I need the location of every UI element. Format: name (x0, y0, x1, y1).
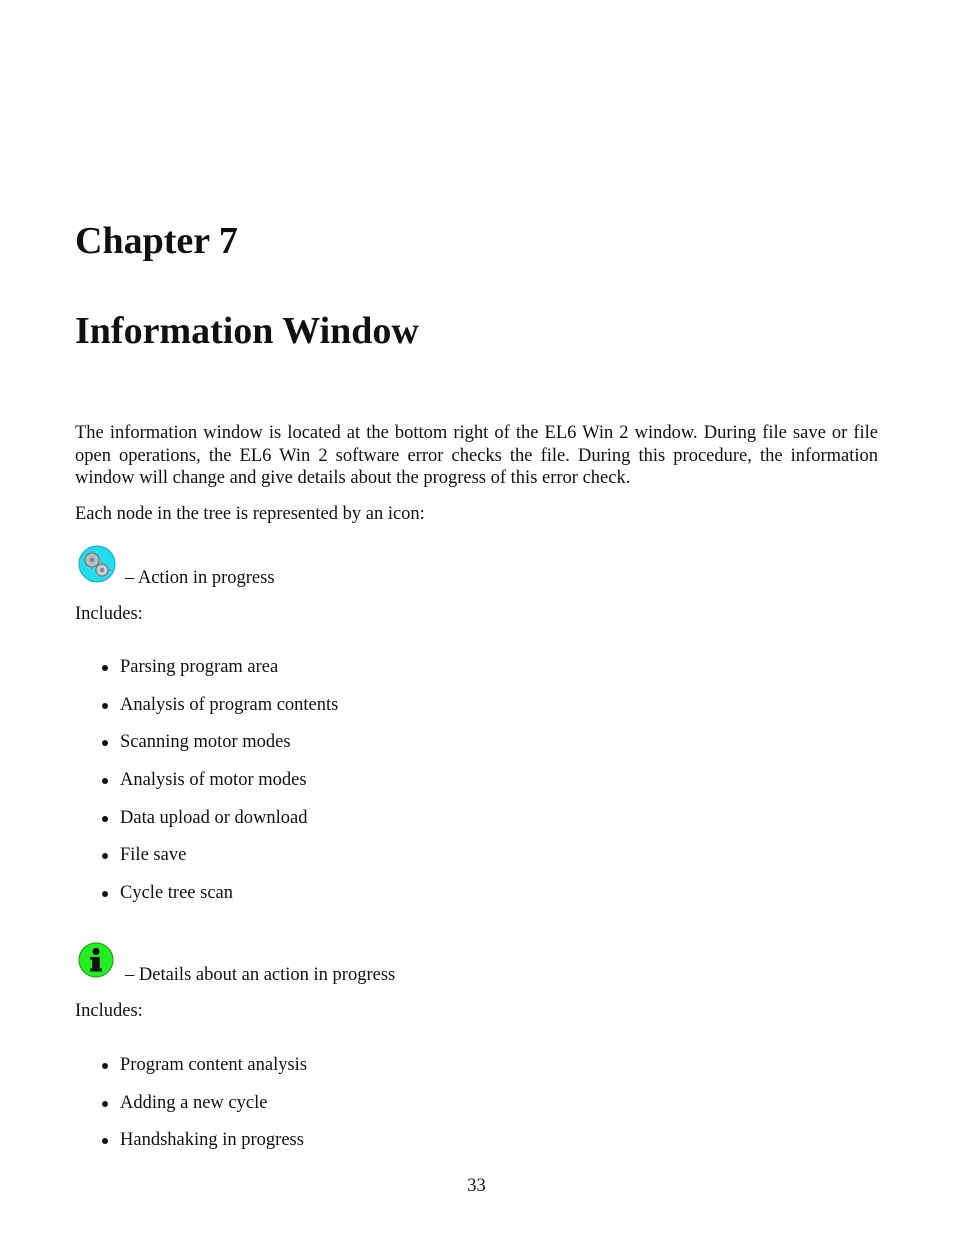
chapter-title: Information Window (75, 310, 419, 352)
info-icon (78, 942, 116, 980)
bullet-dot (102, 853, 108, 859)
bullet-dot (102, 703, 108, 709)
bullet-dot (102, 778, 108, 784)
includes-label: Includes: (75, 604, 143, 624)
includes-label: Includes: (75, 1001, 143, 1021)
gears-icon (78, 545, 116, 583)
action-in-progress-line (75, 545, 675, 589)
bullet-dot (102, 740, 108, 746)
action-details-caption: – Details about an action in progress (125, 965, 396, 985)
action-details-line (75, 942, 675, 986)
bullet-dot (102, 665, 108, 671)
action-in-progress-caption: – Action in progress (125, 568, 275, 588)
bullet-dot (102, 816, 108, 822)
bullet-dot (102, 1101, 108, 1107)
document-page: Chapter 7 Information Window The information window is located at the bottom right of the EL6 Win 2 window. During file save or file open operations, the EL6 Win 2 software error checks the file. During this procedure, the information window will change and give details about the progress of this error check. Each node in the tree is represented by an icon: – Action in progress Includes: Parsing program area Analysis of program contents Scanning motor modes Analysis of motor modes Data upload or download File save Cycle tree scan – Details about an action in progress Includes: Program content analysis Adding a new cycle Handshaking in progress 33 (75, 220, 878, 1196)
page-number: 33 (467, 1176, 486, 1196)
chapter-label: Chapter 7 (75, 220, 238, 262)
bullet-dot (102, 1138, 108, 1144)
bullet-dot (102, 891, 108, 897)
bullet-dot (102, 1063, 108, 1069)
icon-intro-sentence: Each node in the tree is represented by an icon: (75, 504, 425, 524)
intro-paragraph: The information window is located at the bottom right of the EL6 Win 2 window. During file save or file open operations, the EL6 Win 2 software error checks the file. During this procedure, the information window will change and give details about the progress of this error check. (75, 423, 878, 488)
